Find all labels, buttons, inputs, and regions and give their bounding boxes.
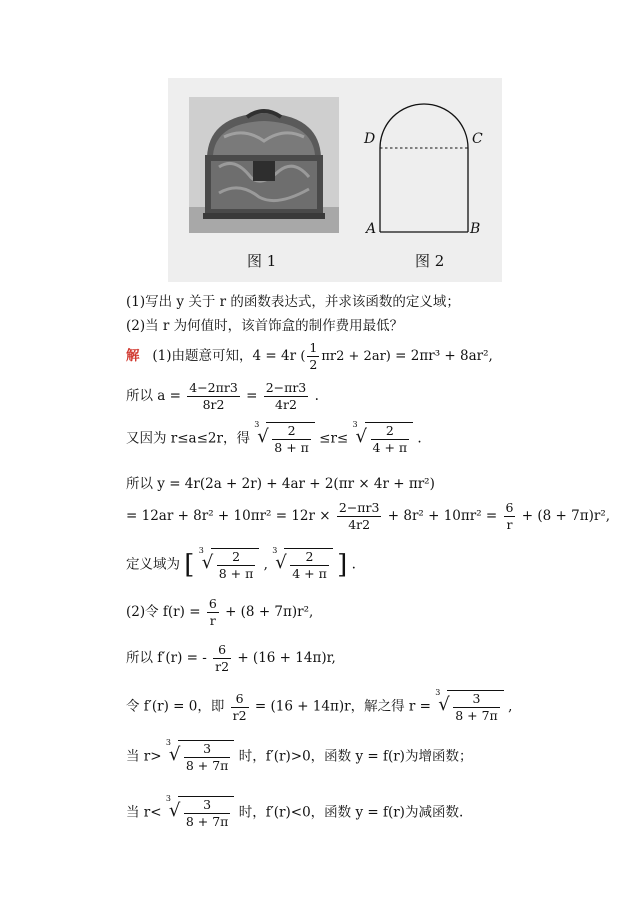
l3-cube-root-1: 3 √ $\frac{2}{8 + \pi}$ xyxy=(254,422,315,456)
l5-text-a: = 12ar + 8r² + 10πr² = 12r × xyxy=(126,508,331,524)
l11-text-b: 时，f′(r)<0，函数 y = f(r)为减函数. xyxy=(238,804,464,821)
question-2: (2)当 r 为何值时，该首饰盒的制作费用最低？ xyxy=(126,318,404,334)
l9-text-a: 令 f′(r) = 0，即 xyxy=(126,698,225,715)
l2-text-a: 所以 a = xyxy=(126,388,181,404)
label-B: B xyxy=(470,221,481,237)
l9-fraction: $\frac{6}{r2}$ xyxy=(232,690,247,723)
figure1-caption: 图 1 xyxy=(247,252,277,270)
l11-cube-root: 3 √ $\frac{3}{8 + 7\pi}$ xyxy=(166,796,235,830)
l5-fraction-2: $\frac{6}{r}$ xyxy=(505,500,514,532)
figure2-caption: 图 2 xyxy=(415,252,445,270)
l6-cube-root-2: 3 √ $\frac{2}{4 + \pi}$ xyxy=(272,548,333,582)
l5-fraction-1: $\frac{2-\pi r3}{4r2}$ xyxy=(338,500,380,532)
l6-text-a: 定义域为 xyxy=(126,556,180,573)
l2-end: . xyxy=(314,388,319,404)
l3-end: . xyxy=(417,430,422,447)
l2-eq: = xyxy=(246,388,258,404)
l6-sep: , xyxy=(263,556,268,573)
l8-text-a: 所以 f′(r) = - xyxy=(126,650,207,666)
l5-text-b: + 8r² + 10πr² = xyxy=(387,508,498,524)
solution-line-4: 所以 y = 4r(2a + 2r) + 4ar + 2(πr × 4r + πr²) xyxy=(126,476,435,492)
figure-panel xyxy=(168,78,502,282)
solution-line-5 xyxy=(126,500,610,533)
solution-label: 解 xyxy=(126,348,140,364)
solution-line-8 xyxy=(126,642,336,675)
question-1: (1)写出 y 关于 r 的函数表达式，并求该函数的定义域； xyxy=(126,294,460,310)
solution-line-10 xyxy=(126,740,472,774)
l9-end: , xyxy=(508,698,513,715)
l8-fraction: $\frac{6}{r2}$ xyxy=(215,642,230,674)
l5-text-c: + (8 + 7π)r², xyxy=(521,508,611,524)
jewelry-box-photo xyxy=(189,97,339,233)
l3-text-a: 又因为 r≤a≤2r，得 xyxy=(126,430,250,447)
solution-line-7 xyxy=(126,596,313,629)
l1-text-a: (1)由题意可知，4 = 4r xyxy=(152,348,297,364)
solution-line-3 xyxy=(126,422,422,456)
solution-line-11 xyxy=(126,796,463,830)
l6-end: . xyxy=(351,556,356,573)
l1-paren-expr: ( $\frac{1}{2}$ πr2 + 2ar) xyxy=(300,340,391,372)
solution-line-2 xyxy=(126,380,319,413)
label-C: C xyxy=(472,131,483,147)
l9-text-b: = (16 + 14π)r，解之得 r = xyxy=(254,698,431,715)
l2-fraction-1: $\frac{4-2\pi r3}{8r2}$ xyxy=(189,380,238,412)
l6-cube-root-1: 3 √ $\frac{2}{8 + \pi}$ xyxy=(199,548,260,582)
l6-bracket-open: [ xyxy=(184,550,195,580)
solution-line-1 xyxy=(126,340,493,373)
l7-text-a: (2)令 f(r) = xyxy=(126,604,201,620)
l6-bracket-close: ] xyxy=(337,550,348,580)
l10-text-b: 时，f′(r)>0，函数 y = f(r)为增函数； xyxy=(238,748,473,765)
l10-cube-root: 3 √ $\frac{3}{8 + 7\pi}$ xyxy=(166,740,235,774)
l11-text-a: 当 r< xyxy=(126,804,162,821)
label-A: A xyxy=(366,221,377,237)
l10-text-a: 当 r> xyxy=(126,748,162,765)
l3-cube-root-2: 3 √ $\frac{2}{4 + \pi}$ xyxy=(353,422,414,456)
l2-fraction-2: $\frac{2-\pi r3}{4r2}$ xyxy=(265,380,307,412)
label-D: D xyxy=(364,131,376,147)
solution-line-9 xyxy=(126,690,512,724)
solution-line-6 xyxy=(126,548,356,582)
l3-mid: ≤r≤ xyxy=(319,430,349,447)
l7-text-b: + (8 + 7π)r², xyxy=(225,604,314,620)
l9-cube-root: 3 √ $\frac{3}{8 + 7\pi}$ xyxy=(435,690,504,724)
l8-text-b: + (16 + 14π)r, xyxy=(237,650,336,666)
l7-fraction: $\frac{6}{r}$ xyxy=(208,596,217,628)
l1-text-b: = 2πr³ + 8ar², xyxy=(395,348,493,364)
